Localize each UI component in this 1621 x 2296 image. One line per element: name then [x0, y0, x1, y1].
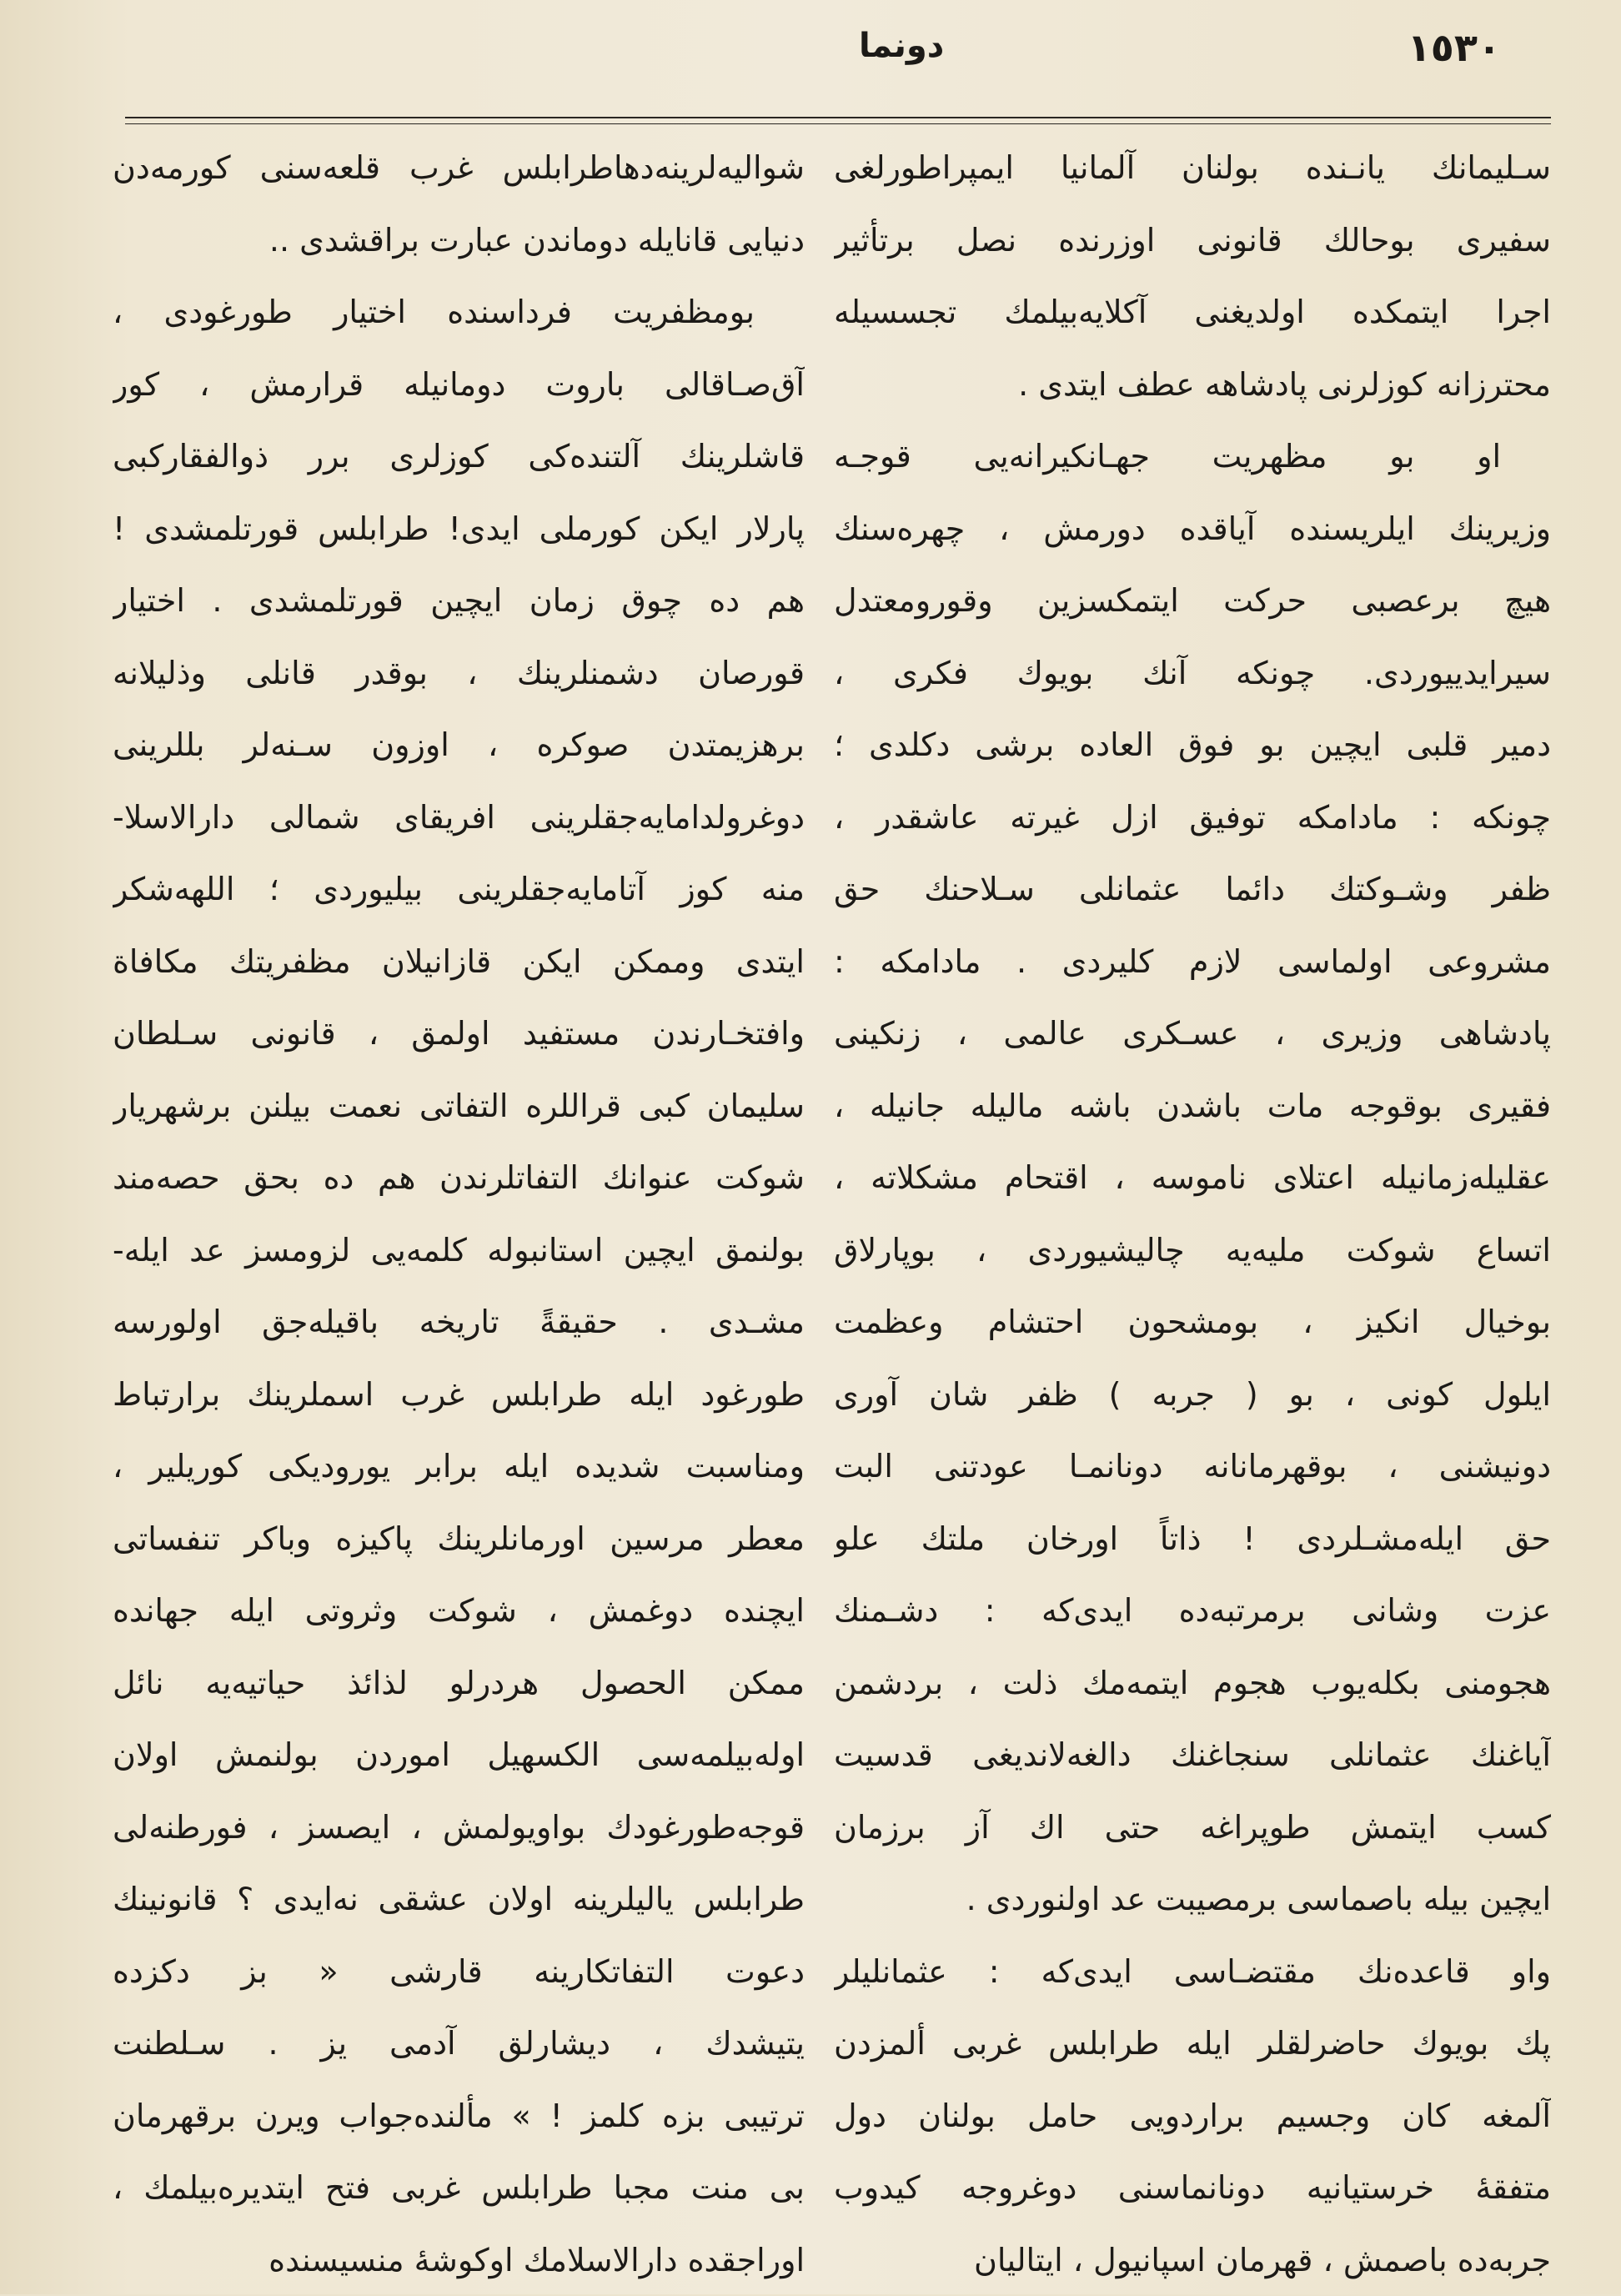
text-line: آياغنك عثمانلى سنجاغنك دالغه‌لانديغى قدسيت	[834, 1719, 1551, 1791]
text-line: آلمغه كان وجسيم براردويى حامل بولنان دول	[834, 2080, 1551, 2153]
text-line: معطر مرسين اورمانلرينك پاكيزه وباكر تنفساتى	[113, 1503, 805, 1575]
text-line: طرابلس ياليلرينه اولان عشقى نه‌ايدى ؟ قانونينك	[113, 1863, 805, 1936]
text-line: سليمان كبى قراللره التفاتى نعمت بيلنن برشهريار	[113, 1070, 805, 1143]
text-line: سيرايدييوردى. چونكه آنك بويوك فكرى ،	[834, 637, 1551, 710]
text-line: دمير قلبى ايچين بو فوق العاده برشى دكلدى ؛	[834, 709, 1551, 781]
text-line: متفقهٔ خرستيانيه دونانماسنى دوغروجه كيدوب	[834, 2152, 1551, 2224]
text-line: آق‌صـاقالى باروت دومانيله قرارمش ، كور	[113, 349, 805, 421]
text-line: سفيرى بوحالك قانونى اوزرنده نصل برتأثير	[834, 204, 1551, 277]
text-line: قوجه‌طورغودك بواويولمش ، ايصسز ، فورطنه‌لى	[113, 1791, 805, 1864]
text-line: شواليه‌لرينه‌دهاطرابلس غرب قلعه‌سنى كورمه‌دن	[113, 132, 805, 204]
text-line: شوكت عنوانك التفاتلرندن هم ده بحق حصه‌مند	[113, 1142, 805, 1214]
text-line: ممكن الحصول هردرلو لذائذ حياتيه‌يه نائل	[113, 1647, 805, 1720]
text-line: ايتدى وممكن ايكن قازانيلان مظفريتك مكافاة	[113, 926, 805, 998]
text-line: دوغرولدامايه‌جقلرينى افريقاى شمالى دارالاسلا-	[113, 781, 805, 854]
text-line: ترتيبى بزه كلمز ! » مألنده‌جواب ويرن برقهرمان	[113, 2080, 805, 2153]
text-line: مشروعى اولماسى لازم كليردى . مادامكه :	[834, 926, 1551, 998]
text-line: بى منت مجبا طرابلس غربى فتح ايتديره‌بيلمك ،	[113, 2152, 805, 2224]
text-line: هيچ برعصبى حركت ايتمكسزين وقورومعتدل	[834, 565, 1551, 637]
text-line: مشـدى . حقيقةً تاريخه باقيله‌جق اولورسه	[113, 1286, 805, 1359]
running-header	[117, 25, 1551, 75]
text-line: وافتخـارندن مستفيد اولمق ، قانونى سـلطان	[113, 997, 805, 1070]
text-line: ايچين بيله باصماسى برمصيبت عد اولنوردى .	[834, 1863, 1551, 1936]
text-line: ومناسبت شديده ايله برابر يوروديكى كوريلير ،	[113, 1430, 805, 1503]
text-line: پارلار ايكن كورملى ايدى! طرابلس قورتلمشدى !	[113, 493, 805, 565]
text-line: اوراجقده دارالاسلامك اوكوشهٔ منسيسنده	[113, 2224, 805, 2296]
text-line: سـليمانك يانـنده بولنان آلمانيا ايمپراطورلغى	[834, 132, 1551, 204]
header-rule-thin	[125, 123, 1551, 124]
text-line: ظفر وشـوكتك دائما عثمانلى سـلاحنك حق	[834, 853, 1551, 926]
text-line: بومظفريت فرداسنده اختيار طورغودى ،	[113, 276, 805, 349]
right-column	[834, 132, 1551, 2296]
text-line: برهزيمتدن صوكره ، اوزون سـنه‌لر بللرينى	[113, 709, 805, 781]
text-line: منه كوز آتامايه‌جقلرينى بيليوردى ؛ اللهه‌شكر	[113, 853, 805, 926]
text-line: عزت وشانى برمرتبه‌ده ايدى‌كه : دشـمنك	[834, 1575, 1551, 1647]
header-rule	[125, 117, 1551, 118]
running-title: دونما	[859, 27, 944, 65]
page-number: ١٥٣٠	[1408, 25, 1501, 70]
text-line: محترزانه كوزلرنى پادشاهه عطف ايتدى .	[834, 349, 1551, 421]
text-line: هم ده چوق زمان ايچين قورتلمشدى . اختيار	[113, 565, 805, 637]
text-line: وزيرينك ايلريسنده آياقده دورمش ، چهره‌سنك	[834, 493, 1551, 565]
text-line: قورصان دشمنلرينك ، بوقدر قانلى وذليلانه	[113, 637, 805, 710]
text-line: بولنمق ايچين استانبوله كلمه‌يى لزومسز عد ايله-	[113, 1214, 805, 1287]
text-line: قاشلرينك آلتنده‌كى كوزلرى برر ذوالفقاركبى	[113, 420, 805, 493]
text-line: يتيشدك ، ديشارلق آدمى يز . سـلطنت	[113, 2007, 805, 2080]
left-column	[113, 132, 805, 2296]
text-line: ايلول كونى ، بو ( جربه ) ظفر شان آورى	[834, 1359, 1551, 1431]
text-line: هجومنى بكله‌يوب هجوم ايتمه‌مك ذلت ، بردشمن	[834, 1647, 1551, 1720]
text-line: عقليله‌زمانيله اعتلاى ناموسه ، اقتحام مشكلاته ،	[834, 1142, 1551, 1214]
text-line: ايچنده دوغمش ، شوكت وثروتى ايله جهانده	[113, 1575, 805, 1647]
text-line: دنيايى قانايله دوماندن عبارت براقشدى ..	[113, 204, 805, 277]
text-line: بوخيال انكيز ، بومشحون احتشام وعظمت	[834, 1286, 1551, 1359]
text-line: اوله‌بيلمه‌سى الكسهيل اموردن بولنمش اولان	[113, 1719, 805, 1791]
text-line: اتساع شوكت مليه‌يه چاليشيوردى ، بوپارلاق	[834, 1214, 1551, 1287]
text-line: حق ايله‌مشـلردى ! ذاتاً اورخان ملتك علو	[834, 1503, 1551, 1575]
text-line: اجرا ايتمكده اولديغنى آكلايه‌بيلمك تجسسيله	[834, 276, 1551, 349]
text-line: پك بويوك حاضرلقلر ايله طرابلس غربى ألمزدن	[834, 2007, 1551, 2080]
text-line: كسب ايتمش طوپراغه حتى اك آز برزمان	[834, 1791, 1551, 1864]
text-line: او بو مظهريت جهـانكيرانه‌يى قوجـه	[834, 420, 1551, 493]
text-line: دونيشنى ، بوقهرمانانه دونانمـا عودتنى البت	[834, 1430, 1551, 1503]
text-line: طورغود ايله طرابلس غرب اسملرينك برارتباط	[113, 1359, 805, 1431]
text-line: جربه‌ده باصمش ، قهرمان اسپانيول ، ايتاليان	[834, 2224, 1551, 2296]
text-line: فقيرى بوقوجه مات باشدن باشه ماليله جانيله ،	[834, 1070, 1551, 1143]
text-line: واو قاعده‌نك مقتضـاسى ايدى‌كه : عثمانليلر	[834, 1936, 1551, 2008]
text-line: دعوت التفاتكارينه قارشى « بز دكزده	[113, 1936, 805, 2008]
text-line: پادشاهى وزيرى ، عسـكرى عالمى ، زنكينى	[834, 997, 1551, 1070]
text-line: چونكه : مادامكه توفيق ازل غيرته عاشقدر ،	[834, 781, 1551, 854]
